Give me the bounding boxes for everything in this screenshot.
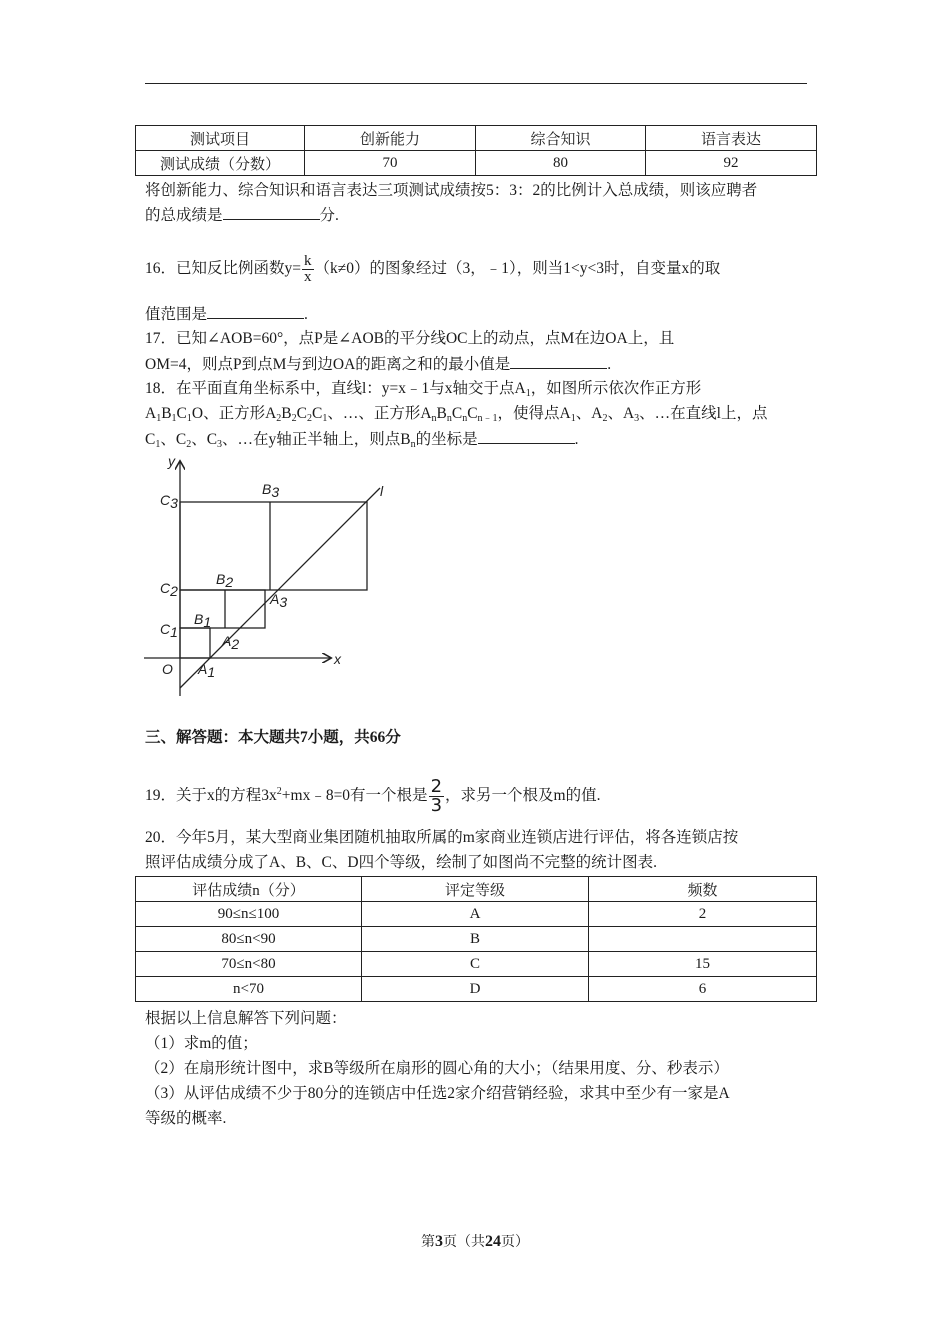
- q18-text: 、C: [191, 431, 218, 448]
- q16-line1: [145, 254, 720, 285]
- subscript: 2: [306, 413, 312, 424]
- q19-prefix: 19．关于x的方程3x: [145, 787, 277, 805]
- q18-text: 的坐标是: [415, 431, 478, 448]
- answer-blank[interactable]: [207, 304, 304, 319]
- q18-text: C: [296, 405, 307, 422]
- table-row: [136, 927, 817, 952]
- q18-text: B: [161, 405, 172, 422]
- q19-suffix: ，求另一个根及m的值.: [445, 787, 601, 805]
- squares: [180, 502, 367, 658]
- total-pages: 24: [485, 1233, 501, 1250]
- q18-text: 、A: [575, 405, 603, 422]
- table-cell: 90≤n≤100: [136, 902, 362, 927]
- q18-text: B: [281, 405, 292, 422]
- q18-text: C: [451, 405, 463, 422]
- q16-text-b: .: [304, 306, 308, 323]
- q18-text: 、C: [160, 431, 187, 448]
- subscript: 3: [634, 413, 640, 424]
- fraction-k-over-x: [302, 254, 314, 285]
- table-row: [136, 952, 817, 977]
- superscript: 2: [276, 786, 282, 798]
- q15-text-b: 分.: [319, 207, 339, 224]
- fraction-two-thirds: [429, 778, 444, 815]
- subscript: 3: [217, 439, 223, 450]
- q18-text: 、…在直线l上，点: [639, 405, 768, 422]
- fraction-denominator: 3: [430, 795, 443, 816]
- q16-prefix: 16．已知反比例函数y=: [145, 260, 301, 278]
- q18-text: C: [176, 405, 187, 422]
- q15-line1: 将创新能力、综合知识和语言表达三项测试成绩按5：3：2的比例计入总成绩，则该应聘者: [145, 182, 758, 199]
- square-2: [180, 590, 265, 628]
- page-number: 3: [435, 1233, 443, 1250]
- q18-text: C: [467, 405, 478, 422]
- q16-suffix: （k≠0）的图象经过（3，﹣1），则当1<y<3时，自变量x的取: [314, 260, 721, 278]
- label-b1: B1: [194, 611, 212, 630]
- subscript: n: [431, 413, 437, 424]
- answer-blank[interactable]: [478, 429, 575, 444]
- line-l-label: l: [380, 483, 384, 499]
- table-header-row: [136, 877, 817, 902]
- q16-line2: [145, 304, 308, 325]
- label-c3: C3: [160, 492, 178, 511]
- table-cell: 2: [589, 902, 817, 927]
- table-cell: 测试成绩（分数）: [136, 151, 305, 176]
- section-title: 三、解答题：本大题共7小题，共66分: [145, 729, 401, 746]
- subscript: 2: [276, 413, 282, 424]
- label-c2: C2: [160, 580, 178, 599]
- evaluation-table: [135, 876, 817, 1002]
- subscript: 2: [291, 413, 297, 424]
- fraction-denominator: x: [304, 269, 312, 285]
- q19-line: [145, 778, 600, 815]
- table-header-cell: 频数: [589, 877, 817, 902]
- q18-text: 18．在平面直角坐标系中，直线l：y=x﹣1与x轴交于点A: [145, 380, 526, 397]
- subscript: 1: [155, 439, 161, 450]
- q17-line2: [145, 354, 611, 375]
- q18-text: ，使得点A: [497, 405, 571, 422]
- q18-text: B: [436, 405, 447, 422]
- q19-mid: +mx﹣8=0有一个根是: [281, 787, 428, 805]
- y-axis-label: y: [168, 453, 175, 469]
- footer-text: 页（共: [443, 1235, 485, 1250]
- q18-text: O、正方形A: [191, 405, 277, 422]
- q20-line1: 20．今年5月，某大型商业集团随机抽取所属的m家商业连锁店进行评估，将各连锁店按: [145, 829, 739, 846]
- squares-on-line-figure: [140, 450, 390, 700]
- subscript: n: [446, 413, 452, 424]
- table-cell: 15: [589, 952, 817, 977]
- q20-after: 根据以上信息解答下列问题：: [145, 1010, 347, 1027]
- table-row: [136, 902, 817, 927]
- subscript: n: [462, 413, 468, 424]
- q17-line1: 17．已知∠AOB=60°，点P是∠AOB的平分线OC上的动点，点M在边OA上，且: [145, 330, 675, 347]
- q18-text: 、A: [607, 405, 635, 422]
- square-1: [180, 628, 210, 658]
- table-header-cell: 创新能力: [305, 126, 476, 151]
- table-cell: D: [362, 977, 589, 1002]
- table-row: [136, 151, 817, 176]
- fraction-numerator: k: [304, 253, 312, 269]
- q18-text: 、…、正方形A: [327, 405, 432, 422]
- subscript: 1: [156, 413, 162, 424]
- subscript: 1: [322, 413, 328, 424]
- x-axis-label: x: [334, 651, 341, 667]
- label-b3: B3: [262, 481, 280, 500]
- q18-line2: [145, 404, 767, 429]
- table-header-row: [136, 126, 817, 151]
- table-header-cell: 评定等级: [362, 877, 589, 902]
- q17-text-b: .: [607, 356, 612, 373]
- page-footer: [0, 1231, 950, 1251]
- label-a2: A2: [222, 633, 240, 652]
- q17-text-a: OM=4，则点P到点M与到边OA的距离之和的最小值是: [145, 356, 511, 373]
- subscript: n: [410, 439, 416, 450]
- table-cell: B: [362, 927, 589, 952]
- q18-text: C: [311, 405, 323, 422]
- q15-text-a: 的总成绩是: [145, 207, 223, 224]
- footer-text: 第: [421, 1235, 435, 1250]
- q20-part2: （2）在扇形统计图中，求B等级所在扇形的圆心角的大小；（结果用度、分、秒表示）: [145, 1060, 729, 1077]
- q18-text: A: [145, 405, 157, 422]
- answer-blank[interactable]: [223, 205, 320, 220]
- table-cell: 6: [589, 977, 817, 1002]
- subscript: 2: [602, 413, 608, 424]
- subscript: 1: [525, 388, 531, 399]
- q20-part3-line1: （3）从评估成绩不少于80分的连锁店中任选2家介绍营销经验，求其中至少有一家是A: [145, 1085, 730, 1102]
- table-cell: n<70: [136, 977, 362, 1002]
- label-c1: C1: [160, 621, 178, 640]
- table-cell: [589, 927, 817, 952]
- table-row: [136, 977, 817, 1002]
- subscript: 1: [186, 413, 192, 424]
- table-cell: 80≤n<90: [136, 927, 362, 952]
- table-cell: 92: [646, 151, 817, 176]
- label-a1: A1: [198, 661, 216, 680]
- table-cell: C: [362, 952, 589, 977]
- table-cell: 80: [476, 151, 646, 176]
- q18-text: 、…在y轴正半轴上，则点B: [222, 431, 411, 448]
- subscript: 2: [186, 439, 192, 450]
- q20-part3-line2: 等级的概率.: [145, 1110, 227, 1127]
- fraction-numerator: 2: [430, 776, 443, 797]
- subscript: 1: [171, 413, 177, 424]
- answer-blank[interactable]: [510, 354, 607, 369]
- q15-line2: [145, 205, 339, 226]
- table-cell: 70: [305, 151, 476, 176]
- header-rule: [145, 83, 807, 84]
- table-cell: A: [362, 902, 589, 927]
- score-table: [135, 125, 817, 176]
- q18-text: .: [574, 431, 579, 448]
- table-cell: 70≤n<80: [136, 952, 362, 977]
- footer-text: 页）: [501, 1235, 529, 1250]
- q18-text: ，如图所示依次作正方形: [530, 380, 702, 397]
- table-header-cell: 语言表达: [646, 126, 817, 151]
- subscript: n﹣1: [477, 413, 498, 424]
- q18-text: C: [145, 431, 156, 448]
- q16-text-a: 值范围是: [145, 306, 208, 323]
- table-header-cell: 评估成绩n（分）: [136, 877, 362, 902]
- subscript: 1: [570, 413, 576, 424]
- label-b2: B2: [216, 571, 234, 590]
- label-a3: A3: [270, 591, 288, 610]
- q20-line2: 照评估成绩分成了A、B、C、D四个等级，绘制了如图尚不完整的统计图表.: [145, 854, 657, 871]
- square-3: [180, 502, 367, 590]
- table-header-cell: 综合知识: [476, 126, 646, 151]
- q20-part1: （1）求m的值；: [145, 1035, 258, 1052]
- q18-line1: [145, 379, 701, 404]
- origin-label: O: [162, 661, 173, 677]
- table-header-cell: 测试项目: [136, 126, 305, 151]
